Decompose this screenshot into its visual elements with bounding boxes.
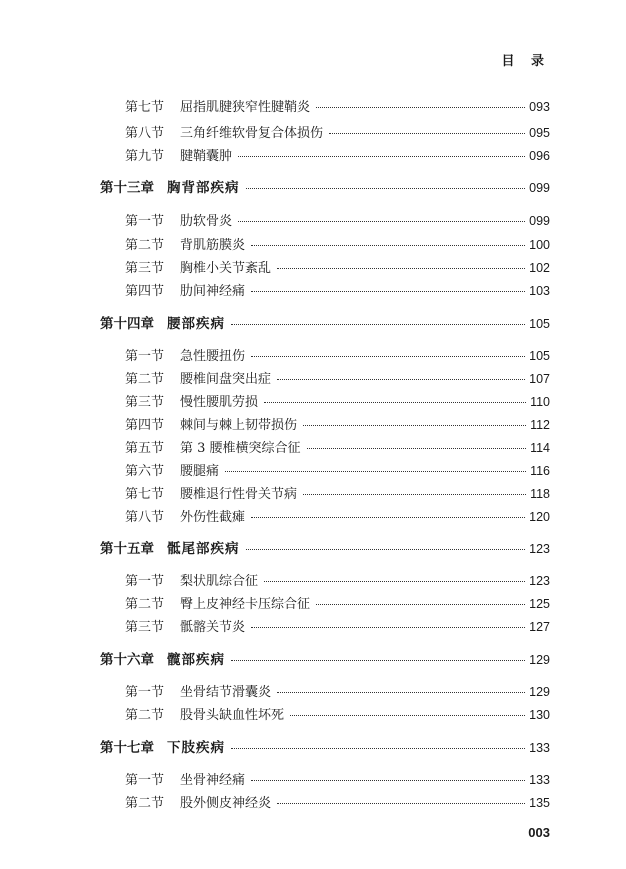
section-number: 第二节 [125,796,165,811]
entry-page-number: 095 [529,126,550,140]
entry-page-number: 100 [529,238,550,252]
entry-page-number: 118 [530,487,550,501]
toc-section-entry[interactable] [125,681,550,700]
section-title: 骶髂关节炎 [180,620,246,635]
entry-page-number: 110 [530,395,550,409]
entry-page-number: 112 [530,418,550,432]
entry-page-number: 135 [529,796,550,810]
dot-leader [290,715,525,716]
section-title: 梨状肌综合征 [180,574,259,589]
toc-section-entry[interactable] [125,234,550,253]
section-number: 第三节 [125,620,165,635]
entry-page-number: 123 [529,542,550,556]
toc-section-entry[interactable] [125,345,550,364]
chapter-title: 下肢疾病 [167,740,225,756]
dot-leader [225,471,526,472]
toc-chapter-entry[interactable] [100,176,550,196]
section-title: 臀上皮神经卡压综合征 [180,597,311,612]
section-number: 第三节 [125,395,165,410]
entry-page-number: 123 [529,574,550,588]
chapter-title: 骶尾部疾病 [167,541,240,557]
section-number: 第九节 [125,149,165,164]
toc-section-entry[interactable] [125,506,550,525]
toc-chapter-entry[interactable] [100,537,550,557]
dot-leader [251,291,525,292]
toc-section-entry[interactable] [125,792,550,811]
section-number: 第二节 [125,372,165,387]
dot-leader [251,517,525,518]
entry-page-number: 133 [529,741,550,755]
dot-leader [251,356,525,357]
section-title: 急性腰扭伤 [180,349,246,364]
chapter-number: 第十七章 [100,740,154,756]
dot-leader [238,156,525,157]
section-title: 腰椎间盘突出症 [180,372,272,387]
toc-section-entry[interactable] [125,368,550,387]
entry-page-number: 105 [529,349,550,363]
entry-page-number: 129 [529,653,550,667]
entry-page-number: 107 [529,372,550,386]
dot-leader [303,494,526,495]
entry-page-number: 105 [529,317,550,331]
entry-page-number: 127 [529,620,550,634]
section-number: 第七节 [125,100,165,115]
toc-section-entry[interactable] [125,391,550,410]
section-title: 腰腿痛 [180,464,220,479]
entry-page-number: 120 [529,510,550,524]
dot-leader [251,245,525,246]
dot-leader [329,133,525,134]
dot-leader [246,549,526,550]
dot-leader [277,803,525,804]
section-number: 第二节 [125,238,165,253]
toc-chapter-entry[interactable] [100,648,550,668]
entry-page-number: 129 [529,685,550,699]
toc-section-entry[interactable] [125,593,550,612]
toc-section-entry[interactable] [125,483,550,502]
page-number: 003 [528,825,550,840]
section-number: 第一节 [125,773,165,788]
toc-section-entry[interactable] [125,145,550,164]
dot-leader [251,780,525,781]
section-title: 背肌筋膜炎 [180,238,246,253]
entry-page-number: 114 [530,441,550,455]
entry-page-number: 102 [529,261,550,275]
chapter-number: 第十三章 [100,180,154,196]
section-number: 第七节 [125,487,165,502]
section-title: 慢性腰肌劳损 [180,395,259,410]
section-title: 坐骨结节滑囊炎 [180,685,272,700]
section-title: 肋软骨炎 [180,214,233,229]
toc-chapter-entry[interactable] [100,736,550,756]
entry-page-number: 096 [529,149,550,163]
dot-leader [251,627,525,628]
entry-page-number: 130 [529,708,550,722]
chapter-number: 第十四章 [100,316,154,332]
toc-section-entry[interactable] [125,280,550,299]
entry-page-number: 133 [529,773,550,787]
toc-section-entry[interactable] [125,437,550,456]
toc-chapter-entry[interactable] [100,312,550,332]
dot-leader [231,660,525,661]
toc-section-entry[interactable] [125,210,550,229]
toc-section-entry[interactable] [125,769,550,788]
section-title: 第 3 腰椎横突综合征 [180,441,301,456]
dot-leader [277,692,525,693]
dot-leader [264,402,526,403]
section-number: 第八节 [125,126,165,141]
toc-section-entry[interactable] [125,616,550,635]
section-title: 胸椎小关节紊乱 [180,261,272,276]
entry-page-number: 093 [529,100,550,114]
section-number: 第一节 [125,685,165,700]
entry-page-number: 116 [530,464,550,478]
entry-page-number: 099 [529,214,550,228]
toc-section-entry[interactable] [125,122,550,141]
entry-page-number: 125 [529,597,550,611]
section-title: 肋间神经痛 [180,284,246,299]
section-number: 第四节 [125,284,165,299]
toc-section-entry[interactable] [125,257,550,276]
section-title: 屈指肌腱狭窄性腱鞘炎 [180,100,311,115]
dot-leader [231,748,525,749]
dot-leader [246,188,526,189]
dot-leader [316,604,525,605]
toc-section-entry[interactable] [125,704,550,723]
section-number: 第三节 [125,261,165,276]
dot-leader [264,581,525,582]
section-title: 股外侧皮神经炎 [180,796,272,811]
section-title: 腱鞘囊肿 [180,149,233,164]
section-title: 股骨头缺血性坏死 [180,708,285,723]
section-title: 坐骨神经痛 [180,773,246,788]
entry-page-number: 103 [529,284,550,298]
section-title: 外伤性截瘫 [180,510,246,525]
section-number: 第六节 [125,464,165,479]
chapter-number: 第十六章 [100,652,154,668]
section-title: 三角纤维软骨复合体损伤 [180,126,324,141]
chapter-title: 髋部疾病 [167,652,225,668]
section-number: 第二节 [125,597,165,612]
section-number: 第一节 [125,574,165,589]
section-number: 第四节 [125,418,165,433]
dot-leader [307,448,527,449]
chapter-number: 第十五章 [100,541,154,557]
section-number: 第八节 [125,510,165,525]
dot-leader [238,221,525,222]
toc-section-entry[interactable] [125,414,550,433]
entry-page-number: 099 [529,181,550,195]
section-number: 第二节 [125,708,165,723]
dot-leader [231,324,525,325]
section-number: 第一节 [125,214,165,229]
section-title: 棘间与棘上韧带损伤 [180,418,298,433]
dot-leader [316,107,525,108]
toc-section-entry[interactable] [125,96,550,115]
section-number: 第一节 [125,349,165,364]
section-title: 腰椎退行性骨关节病 [180,487,298,502]
toc-section-entry[interactable] [125,460,550,479]
chapter-title: 胸背部疾病 [167,180,240,196]
dot-leader [277,379,525,380]
page-header-title: 目 录 [501,54,550,69]
dot-leader [277,268,525,269]
chapter-title: 腰部疾病 [167,316,225,332]
dot-leader [303,425,526,426]
toc-section-entry[interactable] [125,570,550,589]
section-number: 第五节 [125,441,165,456]
